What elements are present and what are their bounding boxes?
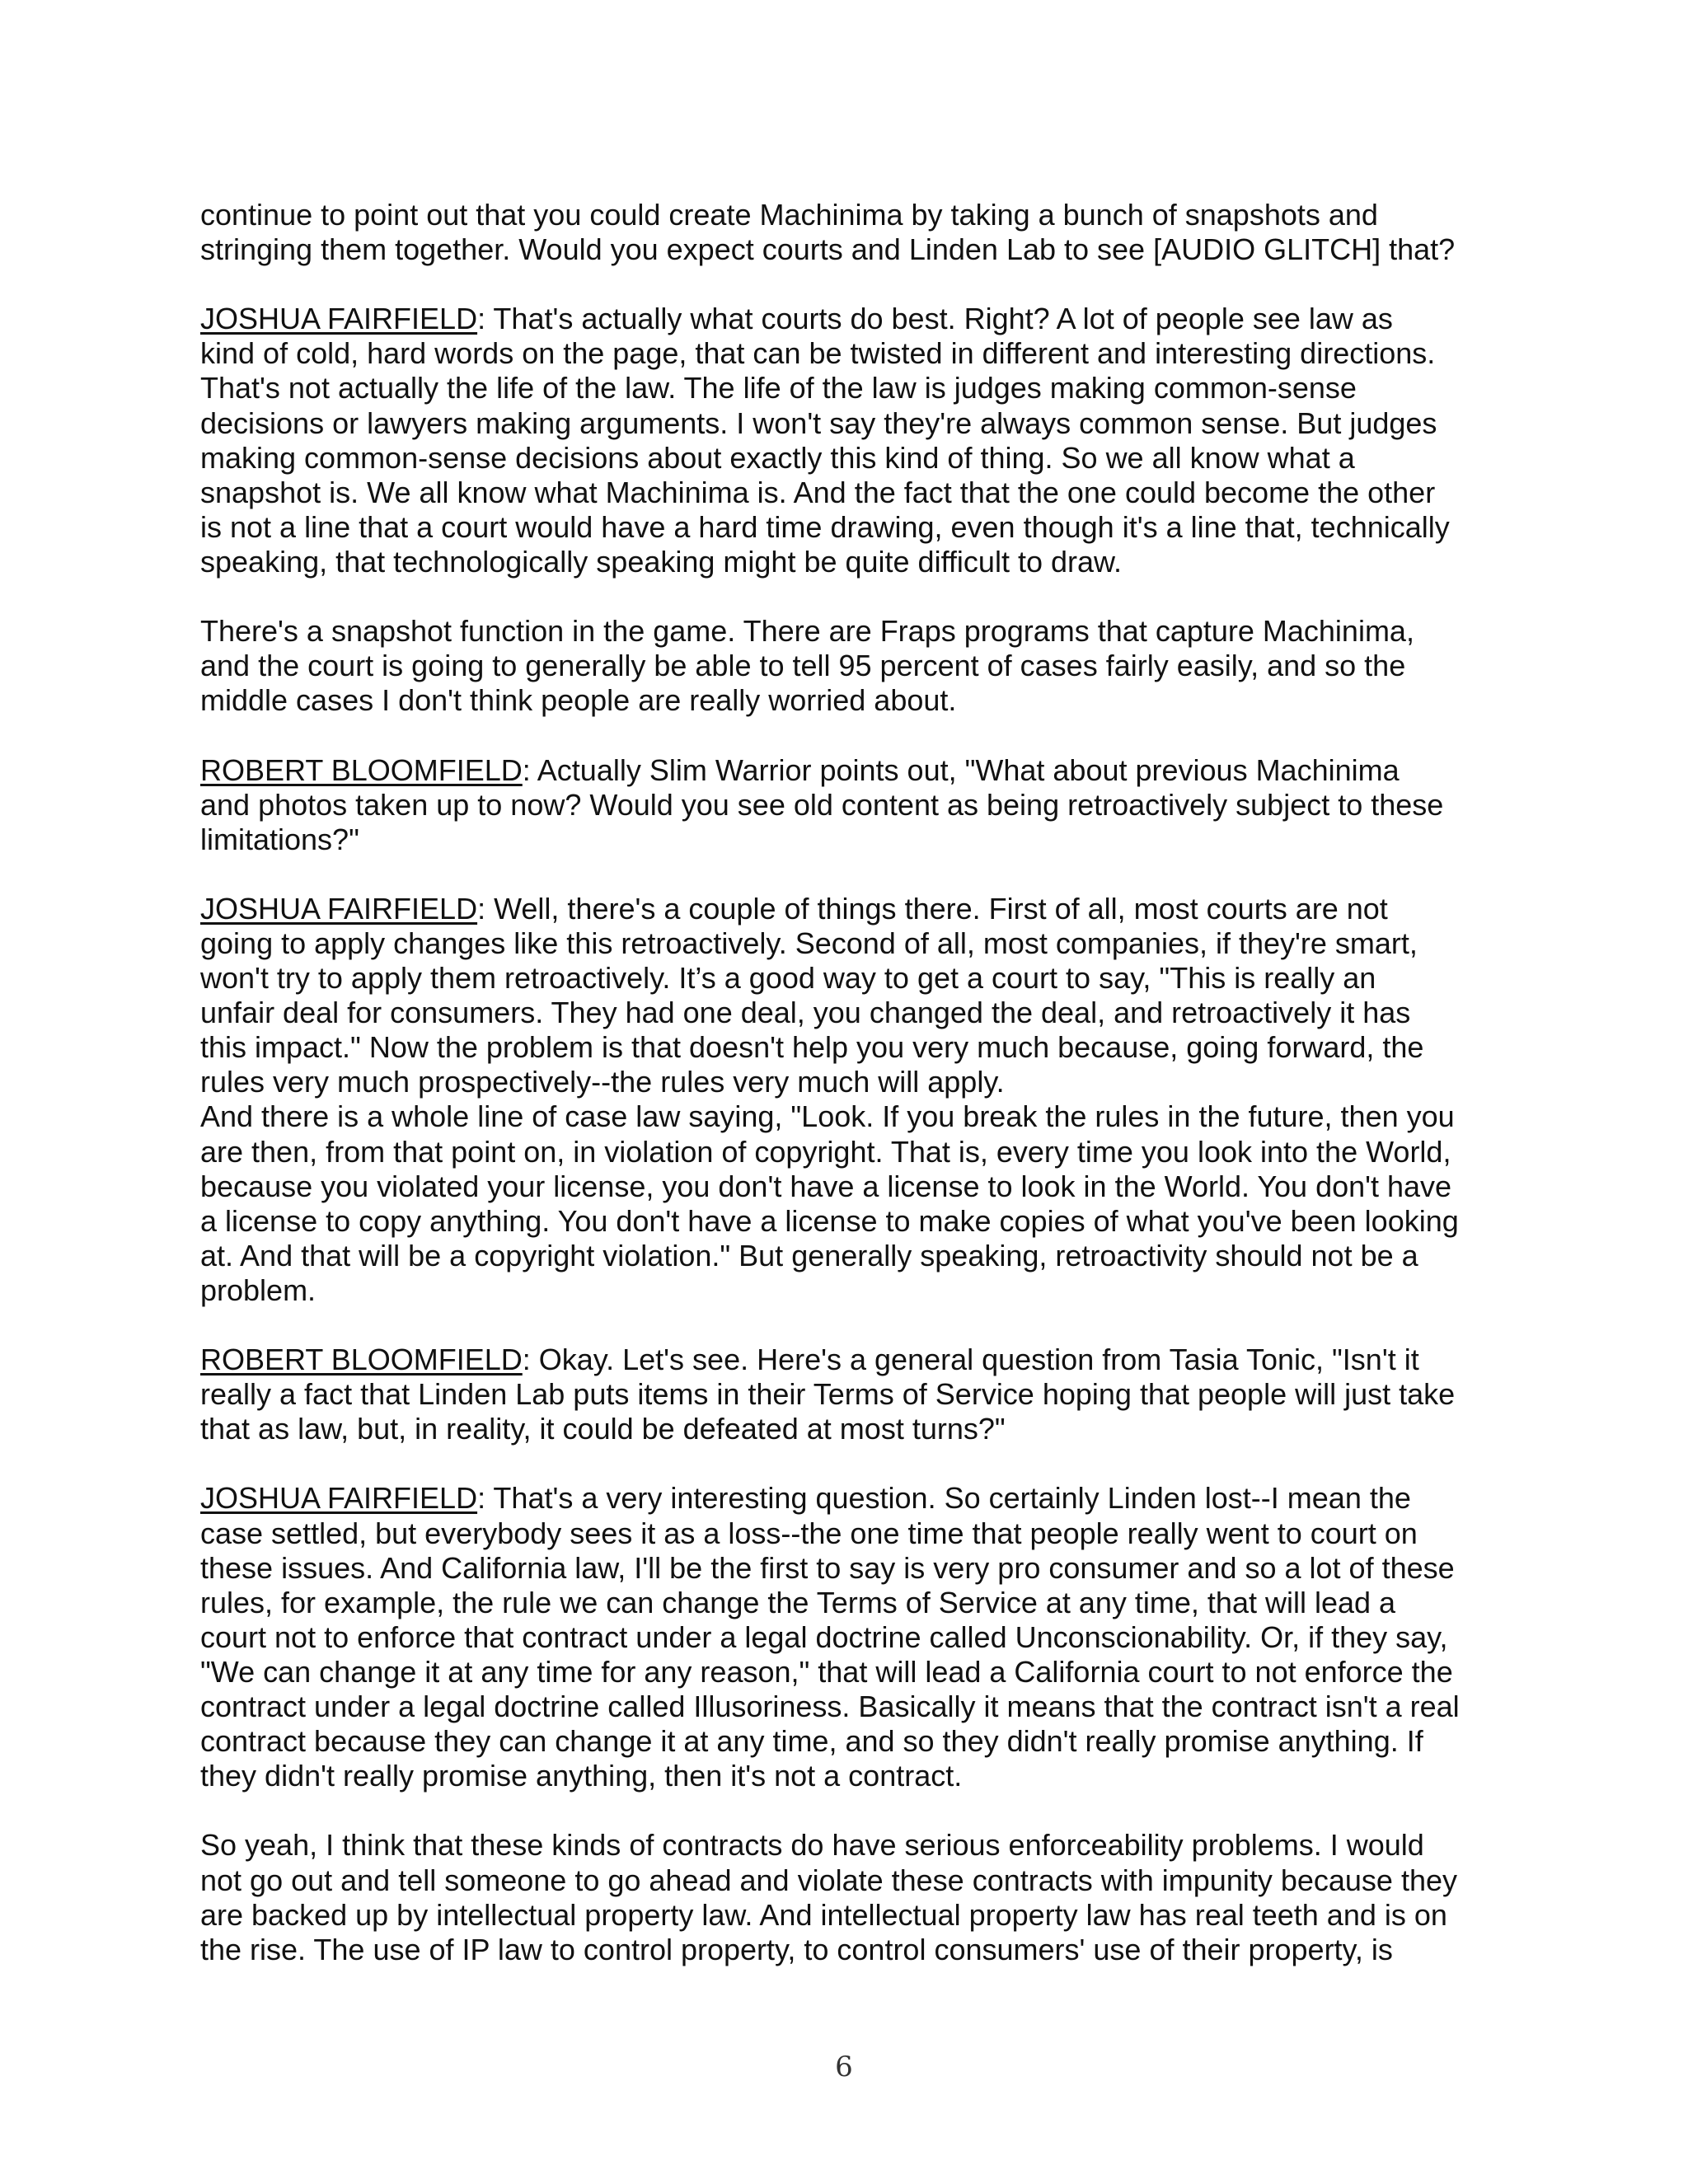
- text-line: [200, 1516, 1511, 1551]
- line-text: really a fact that Linden Lab puts items in their Terms of Service hoping that people will just take: [200, 1377, 1456, 1412]
- speaker-paragraph: [200, 1343, 1511, 1446]
- text-line: [200, 1828, 1511, 1863]
- text-line: [200, 1273, 1511, 1308]
- text-line: [200, 649, 1511, 683]
- line-text: not go out and tell someone to go ahead and violate these contracts with impunity because they: [200, 1863, 1457, 1897]
- speaker-name: JOSHUA FAIRFIELD: [200, 891, 478, 926]
- text-line: [200, 926, 1511, 961]
- text-line: [200, 371, 1511, 405]
- line-text: : Actually Slim Warrior points out, "What about previous Machinima: [522, 752, 1400, 787]
- line-text: are then, from that point on, in violation of copyright. That is, every time you look into the World,: [200, 1134, 1451, 1169]
- line-text: : That's a very interesting question. So certainly Linden lost--I mean the: [477, 1481, 1411, 1516]
- text-line: [200, 1933, 1511, 1967]
- text-line: [200, 1239, 1511, 1273]
- line-text: snapshot is. We all know what Machinima is. And the fact that the one could become the other: [200, 475, 1436, 509]
- line-text: the rise. The use of IP law to control property, to control consumers' use of their property, is: [200, 1932, 1393, 1966]
- line-text: unfair deal for consumers. They had one deal, you changed the deal, and retroactively it has: [200, 996, 1411, 1030]
- text-line: [200, 510, 1511, 545]
- text-line: [200, 753, 1511, 788]
- speaker-paragraph: [200, 302, 1511, 579]
- text-line: [200, 961, 1511, 996]
- text-line: [200, 1099, 1511, 1134]
- line-text: : Okay. Let's see. Here's a general question from Tasia Tonic, "Isn't it: [522, 1343, 1419, 1377]
- text-line: [200, 232, 1511, 267]
- line-text: making common-sense decisions about exactly this kind of thing. So we all know what a: [200, 440, 1355, 475]
- line-text: going to apply changes like this retroactively. Second of all, most companies, if they're smart,: [200, 926, 1418, 960]
- text-line: [200, 1898, 1511, 1933]
- text-line: [200, 1690, 1511, 1724]
- transcript-paragraph: [200, 614, 1511, 718]
- speaker-paragraph: [200, 892, 1511, 1100]
- line-text: limitations?": [200, 822, 359, 856]
- speaker-name: ROBERT BLOOMFIELD: [200, 752, 523, 787]
- transcript-paragraph: [200, 1828, 1511, 1966]
- line-text: problem.: [200, 1272, 316, 1307]
- text-line: [200, 788, 1511, 823]
- text-line: [200, 1481, 1511, 1516]
- text-line: [200, 545, 1511, 579]
- text-line: [200, 1620, 1511, 1655]
- line-text: contract because they can change it at any time, and so they didn't really promise anything. If: [200, 1724, 1423, 1759]
- line-text: "We can change it at any time for any reason," that will lead a California court to not enforce the: [200, 1654, 1453, 1689]
- line-text: middle cases I don't think people are really worried about.: [200, 683, 957, 718]
- line-text: these issues. And California law, I'll be the first to say is very pro consumer and so a lot of these: [200, 1550, 1455, 1585]
- line-text: and photos taken up to now? Would you see old content as being retroactively subject to these: [200, 787, 1444, 822]
- text-line: [200, 1412, 1511, 1446]
- text-line: [200, 1724, 1511, 1759]
- line-text: That's not actually the life of the law. The life of the law is judges making common-sense: [200, 371, 1357, 405]
- line-text: and the court is going to generally be able to tell 95 percent of cases fairly easily, and so the: [200, 649, 1406, 683]
- text-line: [200, 406, 1511, 441]
- transcript-paragraph: [200, 198, 1511, 267]
- text-line: [200, 1204, 1511, 1239]
- line-text: There's a snapshot function in the game. There are Fraps programs that capture Machinima,: [200, 614, 1414, 649]
- text-line: [200, 1343, 1511, 1377]
- text-line: [200, 892, 1511, 926]
- text-line: [200, 996, 1511, 1030]
- line-text: because you violated your license, you don't have a license to look in the World. You don't have: [200, 1169, 1452, 1203]
- line-text: decisions or lawyers making arguments. I won't say they're always common sense. But judges: [200, 405, 1437, 440]
- text-line: [200, 1863, 1511, 1898]
- transcript-paragraph: [200, 1099, 1511, 1308]
- line-text: So yeah, I think that these kinds of contracts do have serious enforceability problems. I would: [200, 1828, 1424, 1863]
- text-line: [200, 198, 1511, 232]
- line-text: is not a line that a court would have a hard time drawing, even though it's a line that, technically: [200, 509, 1450, 544]
- line-text: : Well, there's a couple of things there. First of all, most courts are not: [477, 891, 1388, 926]
- speaker-name: JOSHUA FAIRFIELD: [200, 1481, 478, 1516]
- line-text: rules very much prospectively--the rules very much will apply.: [200, 1065, 1005, 1099]
- line-text: : That's actually what courts do best. Right? A lot of people see law as: [477, 302, 1393, 336]
- speaker-paragraph: [200, 1481, 1511, 1793]
- line-text: court not to enforce that contract under a legal doctrine called Unconscionability. Or, if they say,: [200, 1619, 1448, 1654]
- line-text: kind of cold, hard words on the page, that can be twisted in different and interesting directions.: [200, 336, 1436, 371]
- text-line: [200, 1377, 1511, 1412]
- text-line: [200, 476, 1511, 510]
- text-line: [200, 1135, 1511, 1169]
- line-text: continue to point out that you could create Machinima by taking a bunch of snapshots and: [200, 198, 1378, 232]
- line-text: contract under a legal doctrine called Illusoriness. Basically it means that the contract isn't a real: [200, 1690, 1460, 1724]
- speaker-name: ROBERT BLOOMFIELD: [200, 1343, 523, 1377]
- line-text: they didn't really promise anything, then it's not a contract.: [200, 1759, 963, 1793]
- line-text: stringing them together. Would you expect courts and Linden Lab to see [AUDIO GLITCH] that?: [200, 232, 1456, 267]
- text-line: [200, 1551, 1511, 1586]
- text-line: [200, 1030, 1511, 1065]
- text-line: [200, 614, 1511, 649]
- text-line: [200, 1065, 1511, 1099]
- text-line: [200, 1655, 1511, 1690]
- transcript-body: [200, 198, 1511, 2002]
- line-text: And there is a whole line of case law saying, "Look. If you break the rules in the future, then you: [200, 1099, 1455, 1134]
- text-line: [200, 683, 1511, 718]
- line-text: case settled, but everybody sees it as a loss--the one time that people really went to court on: [200, 1516, 1418, 1550]
- text-line: [200, 302, 1511, 336]
- line-text: a license to copy anything. You don't have a license to make copies of what you've been looking: [200, 1203, 1459, 1238]
- line-text: at. And that will be a copyright violation." But generally speaking, retroactivity should not be a: [200, 1238, 1418, 1272]
- text-line: [200, 1169, 1511, 1204]
- text-line: [200, 1759, 1511, 1793]
- text-line: [200, 823, 1511, 857]
- text-line: [200, 336, 1511, 371]
- line-text: are backed up by intellectual property law. And intellectual property law has real teeth and is on: [200, 1897, 1447, 1932]
- text-line: [200, 441, 1511, 476]
- speaker-name: JOSHUA FAIRFIELD: [200, 302, 478, 336]
- line-text: won't try to apply them retroactively. It’s a good way to get a court to say, "This is really an: [200, 961, 1376, 996]
- line-text: speaking, that technologically speaking might be quite difficult to draw.: [200, 544, 1123, 579]
- line-text: rules, for example, the rule we can change the Terms of Service at any time, that will lead a: [200, 1585, 1396, 1619]
- page-number: 6: [835, 2050, 853, 2083]
- line-text: that as law, but, in reality, it could be defeated at most turns?": [200, 1412, 1006, 1446]
- line-text: this impact." Now the problem is that doesn't help you very much because, going forward, the: [200, 1030, 1424, 1065]
- text-line: [200, 1586, 1511, 1620]
- speaker-paragraph: [200, 753, 1511, 857]
